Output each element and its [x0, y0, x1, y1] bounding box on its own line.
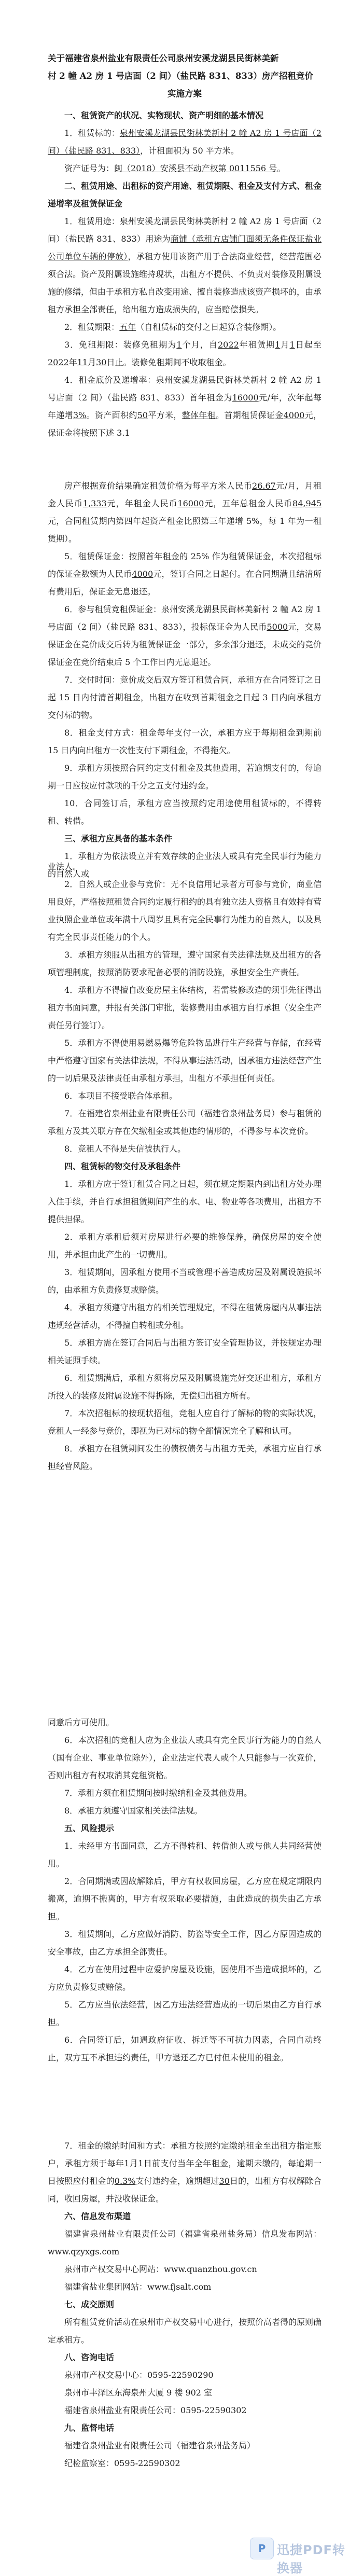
- underlined-value: 16000: [232, 393, 259, 403]
- paragraph: 3．租赁期间，乙方应做好消防、防盗等安全工作，因乙方原因造成的安全事故，由乙方承担全部责任。: [48, 1929, 322, 1957]
- text: 3．免租期限：装修免租期为: [64, 340, 177, 350]
- paragraph: 7．在福建省泉州盐业有限责任公司（福建省泉州盐务局）参与租赁的承租方及其关联方存在欠缴租金或其他违约情形的，不得参与本次竞价。: [48, 1109, 322, 1136]
- underlined-value: 2022: [217, 340, 239, 350]
- blank-spacer: [48, 2102, 322, 2137]
- text: 2．租赁期限：: [64, 322, 120, 332]
- paragraph: 泉州市丰泽区东海泉州大厦 9 楼 902 室: [64, 2388, 213, 2398]
- text: 元，五年总租金人民币: [204, 498, 293, 508]
- paragraph: 泉州市产权交易中心：0595-22590290: [64, 2370, 214, 2380]
- paragraph: 福建省泉州盐业有限责任公司：0595-22590302: [64, 2405, 247, 2415]
- paragraph: 2．自然人或企业参与竞价：无不良信用记录者方可参与竞价，商业信用良好，严格按照租赁合同约定履行租约的具有独立法人资格且有效持有营业执照企业单位或年满十八周岁且具有完全民事行为能力的自然人，以及具有完全民事责任能力的个人。: [48, 879, 322, 942]
- text: 福建省盐业集团网站：: [64, 2282, 148, 2292]
- paragraph: [48, 371, 322, 442]
- pdf-logo-icon: [250, 2538, 274, 2559]
- paragraph: 8．承租方在租赁期间发生的债权债务与出租方无关，承租方应自行承担经营风险。: [48, 1444, 322, 1471]
- underlined-value: 26.67: [252, 481, 276, 491]
- paragraph: 3．承租方须服从出租方的管理，遵守国家有关法律法规及出租方的各项管理制度，按照消防要求配备必要的消防设施，承担安全生产责任。: [48, 950, 322, 977]
- text: 7．租金的缴纳时间和方式：承租方按照约定缴纳租金至出租方指定账户，承租方须于每年: [48, 2141, 322, 2168]
- paragraph: 6．合同签订后，如遇政府征收、拆迁等不可抗力因素，合同自动终止，双方互不承担违约责任，甲方退还乙方已付但未使用的租金。: [48, 2035, 322, 2062]
- paragraph: 8．承租方须遵守国家相关法律法规。: [64, 1806, 203, 1816]
- paragraph: 1．承租方为依法设立并有效存续的企业法人或具有完全民事行为能力的自然人或: [48, 851, 322, 879]
- underlined-value: 1,333: [82, 498, 107, 508]
- text: 。: [277, 163, 286, 173]
- blank-spacer: [48, 2067, 322, 2102]
- text: 年租赁期: [239, 340, 275, 350]
- underlined-value: 30: [219, 2176, 230, 2186]
- underlined-value: 泉州安溪龙湖县民街林美新村 2 幢 A2 房 1 号店面（2 间）（盐民路 831、833）: [48, 128, 322, 156]
- logo-letter: P: [258, 2542, 266, 2555]
- text: 支付违约金，逾期超过: [135, 2176, 219, 2186]
- underlined-value: 0.3%: [114, 2176, 136, 2186]
- text: 日的，出租方有权解除合同，收回房屋，并没收保证金。: [48, 2176, 322, 2204]
- paragraph: 3．租赁期间，因承租方使用不当或管理不善造成房屋及附属设施损坏的，由承租方负责修复或赔偿。: [48, 1267, 322, 1295]
- paragraph: [48, 160, 322, 177]
- underlined-value: 84,945: [292, 498, 322, 508]
- underlined-value: 1: [124, 2158, 130, 2168]
- paragraph: 7．交付时间：竞价成交后双方签订租赁合同，承租方在合同签订之日起 15 日内付清首期租金，出租方在收到首期租金之日起 3 日内向承租方交付标的物。: [48, 675, 322, 720]
- text: （自租赁标的交付之日起算含装修期）。: [136, 322, 282, 332]
- paragraph: 7．本次招租标的按现状招租，竞租人应自行了解标的物的实际状况，竞租人一经参与竞价，即视为已对标的物全部情况完全了解和认可。: [48, 1408, 322, 1436]
- text: 月: [129, 2158, 138, 2168]
- website-url: www.quanzhou.gov.cn: [164, 2264, 257, 2274]
- paragraph: 业法人。: [48, 862, 81, 871]
- section-heading-3: 三、承租方应具备的基本条件: [64, 834, 173, 843]
- underlined-value: 11: [77, 357, 88, 367]
- paragraph: 8．竞租人不得是失信被执行人。: [64, 1144, 186, 1154]
- text: 1．租赁用途：泉州安溪龙湖县民街林美新村 2 幢 A2 房 1 号店面（2 间）（盐民路 831、833）用途为: [48, 216, 322, 244]
- paragraph: 5．承租方不得使用易燃易爆等危险物品进行生产经营与存储，在经营中严格遵守国家有关法律法规，不得从事违法活动，因承租方违法经营产生的一切后果及法律责任由承租方承担，出租方不承担任何责任。: [48, 1038, 322, 1083]
- paragraph: 8．租金支付方式：租金每年支付一次，承租方应于每期租金到期前 15 日内向出租方一次性支付下期租金，不得拖欠。: [48, 728, 322, 755]
- underlined-value: 1: [289, 340, 295, 350]
- section-heading-6: 六、信息发布渠道: [64, 2211, 131, 2221]
- paragraph: 所有租赁竞价活动在泉州市产权交易中心进行，按照价高者得的原则确定承租方。: [48, 2317, 322, 2345]
- paragraph: [48, 548, 322, 601]
- page-3-content: [48, 1714, 322, 2472]
- paragraph: 5．乙方应当依法经营，因乙方违法经营造成的一切后果由乙方自行承担。: [48, 2000, 322, 2027]
- section-heading-2: 二、租赁用途、出租标的资产用途、租赁期限、租金及支付方式、租金递增率及租赁保证金: [48, 181, 322, 209]
- title-line-3: 实施方案: [167, 89, 202, 99]
- text: 月: [88, 357, 96, 367]
- underlined-value: 1: [275, 340, 281, 350]
- text: 1．租赁标的：: [64, 128, 120, 138]
- section-heading-8: 八、咨询电话: [64, 2352, 115, 2362]
- underlined-value: 3%: [73, 410, 87, 420]
- paragraph: [48, 2278, 322, 2296]
- paragraph: [48, 336, 322, 371]
- section-heading-5: 五、风险提示: [64, 1823, 115, 1833]
- text: 年: [68, 357, 77, 367]
- text: 日止。装修免租期间不收取租金。: [106, 357, 231, 367]
- paragraph: [48, 213, 322, 318]
- document-page-1: [0, 0, 363, 879]
- paragraph: [48, 2261, 322, 2278]
- text: 福建省泉州盐业有限责任公司（福建省泉州盐务局）信息发布网站：: [64, 2229, 322, 2239]
- underlined-value: 五年: [119, 322, 136, 332]
- section-heading-4: 四、租赁标的物交付及承租条件: [64, 1161, 181, 1171]
- text: 元/年，次年起每年递增: [48, 393, 322, 420]
- paragraph: 4．承租方不得擅自改变房屋主体结构，若需装修改造的须事先征得出租方书面同意，并报有关部门审批，装修费用由承租方自行承担（安全生产责任另行签订）。: [48, 985, 322, 1030]
- paragraph: 2．承租方承租后须对房屋进行必要的维修保养，确保房屋的安全使用，并承担由此产生的一切费用。: [48, 1232, 322, 1259]
- text: 5．租赁保证金：按照首年租金的 25% 作为租赁保证金，本次招租标的保证金数额为人民币: [48, 551, 322, 579]
- text: 资产证号为：: [64, 163, 115, 173]
- underlined-value: 16000: [177, 498, 204, 508]
- paragraph: [48, 2225, 322, 2261]
- text: 泉州市产权交易中心网站：: [64, 2264, 164, 2274]
- document-page-3: [0, 1712, 363, 2568]
- text: 元，交易保证金在竞价成交后转为租赁保证金一部分，多余部分退还，未成交的竞价保证金在竞价结束后 5 个工作日内无息退还。: [48, 622, 322, 667]
- text: 日起至: [295, 340, 322, 350]
- text: 房产根据竞价结果确定租赁价格为每平方米人民币: [64, 481, 253, 491]
- watermark-text: 迅捷PDF转换器: [277, 2543, 345, 2575]
- underlined-value: 4000: [283, 410, 305, 420]
- paragraph: 纪检监察室：0595-22590302: [64, 2458, 180, 2468]
- paragraph: 10．合同签订后，承租方应当按照约定用途使用租赁标的，不得转租、转借。: [48, 798, 322, 826]
- text: 平方米，: [148, 410, 182, 420]
- blank-spacer: [48, 442, 322, 477]
- paragraph: [48, 2137, 322, 2208]
- paragraph: 4．乙方在使用过程中应爱护房屋及设施，因使用不当造成损坏的，乙方应负责修复或赔偿。: [48, 1964, 322, 1992]
- underlined-value: 1: [138, 2158, 144, 2168]
- page-1-content: [48, 50, 322, 883]
- paragraph: 4．承租方须遵守出租方的相关管理规定，不得在租赁房屋内从事违法违规经营活动，不得擅自转租或分租。: [48, 1303, 322, 1330]
- text: 元/月，月租金人民币: [48, 481, 322, 508]
- underlined-value: 50: [137, 410, 148, 420]
- website-url: www.qzyxgs.com: [48, 2247, 120, 2256]
- underlined-value: 5000: [267, 622, 288, 632]
- text: 元，保证金将按照下述 3.1: [48, 410, 322, 438]
- underlined-value: 商铺（承租方店铺门面须无条件保证盐业公司单位车辆的停放）: [48, 234, 322, 261]
- text: 个月，自: [182, 340, 218, 350]
- underlined-value: 30: [96, 357, 107, 367]
- section-heading-9: 九、监督电话: [64, 2423, 115, 2433]
- underlined-value: 整体年租: [182, 410, 216, 420]
- paragraph: 5．承租方需在签订合同后与出租方签订安全管理协议，并按规定办理相关证照手续。: [48, 1338, 322, 1365]
- title-line-1: 关于福建省泉州盐业有限责任公司泉州安溪龙湖县民街林美新: [48, 53, 279, 63]
- section-heading-1: 一、租赁资产的状况、实物现状、资产明细的基本情况: [64, 110, 264, 120]
- paragraph: [48, 124, 322, 160]
- section-heading-7: 七、成交原则: [64, 2300, 115, 2309]
- paragraph: 6．租赁期满后，承租方须将房屋及附属设施完好交还出租方，承租方所投入的装修及附属设施不得拆除，无偿归出租方所有。: [48, 1373, 322, 1401]
- paragraph: 6．本次招租的竞租人应为企业法人或具有完全民事行为能力的自然人（国有企业、事业单位除外），企业法定代表人或个人只能参与一次竞价，否则出租方有权取消其竞租资格。: [48, 1735, 322, 1780]
- underlined-value: 2022: [48, 357, 69, 367]
- text: 元，年租金人民币: [106, 498, 178, 508]
- title-line-2: 村 2 幢 A2 房 1 号店面（2 间）（盐民路 831、833）房产招租竞价: [48, 71, 313, 81]
- paragraph: 7．承租方须在租赁期间按时缴纳租金及其他费用。: [64, 1788, 253, 1798]
- page-2-content: [48, 858, 322, 1475]
- underlined-value: 闽（2018）安溪县不动产权第 0011556 号: [114, 163, 277, 173]
- text: 4．租金底价及递增率：泉州安溪龙湖县民街林美新村 2 幢 A2 房 1 号店面（2 间）（盐民路 831、833）首年租金为: [48, 375, 322, 403]
- text: 月: [280, 340, 290, 350]
- paragraph: 1．承租方应于签订租赁合同之日起，须在规定期限内到出租方处办理入住手续，并自行承担租赁期间产生的水、电、物业等各项费用，出租方不提供担保。: [48, 1179, 322, 1224]
- paragraph: [48, 318, 322, 336]
- paragraph: 福建省泉州盐业有限责任公司（福建省泉州盐务局）: [64, 2441, 256, 2450]
- underlined-value: 4000: [132, 569, 153, 579]
- text: 6．参与租赁竞租保证金：泉州安溪龙湖县民街林美新村 2 幢 A2 房 1 号店面（2 间）（盐民路 831、833），投标保证金为人民币: [48, 604, 322, 632]
- text: 。首期租赁保证金: [215, 410, 284, 420]
- text: 日前支付当年全年租金，逾期未缴的，每逾期一日按照应付租金的: [48, 2158, 322, 2186]
- text: 。资产面积约: [86, 410, 137, 420]
- text: ，计租面积为 50 平方米。: [140, 146, 239, 156]
- paragraph: [48, 477, 322, 548]
- paragraph: 1．未经甲方书面同意，乙方不得转租、转借他人或与他人共同经营使用。: [48, 1841, 322, 1868]
- document-page-2: [0, 856, 363, 1712]
- paragraph: 2．合同期满或因故解除后，甲方有权收回房屋，乙方应在规定期限内搬离，逾期不搬离的，甲方有权采取必要措施，由此造成的损失由乙方承担。: [48, 1876, 322, 1921]
- website-url: www.fjsalt.com: [147, 2282, 212, 2292]
- converter-watermark: [250, 2535, 354, 2575]
- text: 元，签订合同之日起付。在合同期满且结清所有费用后，保证金无息退还。: [48, 569, 322, 597]
- document-title: [48, 50, 322, 103]
- paragraph: 9．承租方须按照合同约定支付租金及其他费用，若逾期支付的，每逾期一日应按应付款项的千分之五支付违约金。: [48, 763, 322, 791]
- paragraph: 同意后方可使用。: [48, 1718, 115, 1727]
- text: ，承租方使用该资产用于合法商业经营，经营范围必须合法。资产及附属设施维持现状，出租方不提供、不负责对装修及附属设施的修缮，但由于承租方私自改变用途、擅自装修造成该资产损坏的，由承租方承担全部责任，给出租方造成损失的，应当赔偿损失。: [48, 252, 322, 314]
- paragraph: 6．本项目不接受联合体承租。: [64, 1091, 178, 1101]
- underlined-value: 1: [176, 340, 182, 350]
- text: 元，合同租赁期内第四年起资产租金比照第三年递增 5%，每 1 年为一租赁期）。: [48, 516, 322, 544]
- paragraph: [48, 601, 322, 671]
